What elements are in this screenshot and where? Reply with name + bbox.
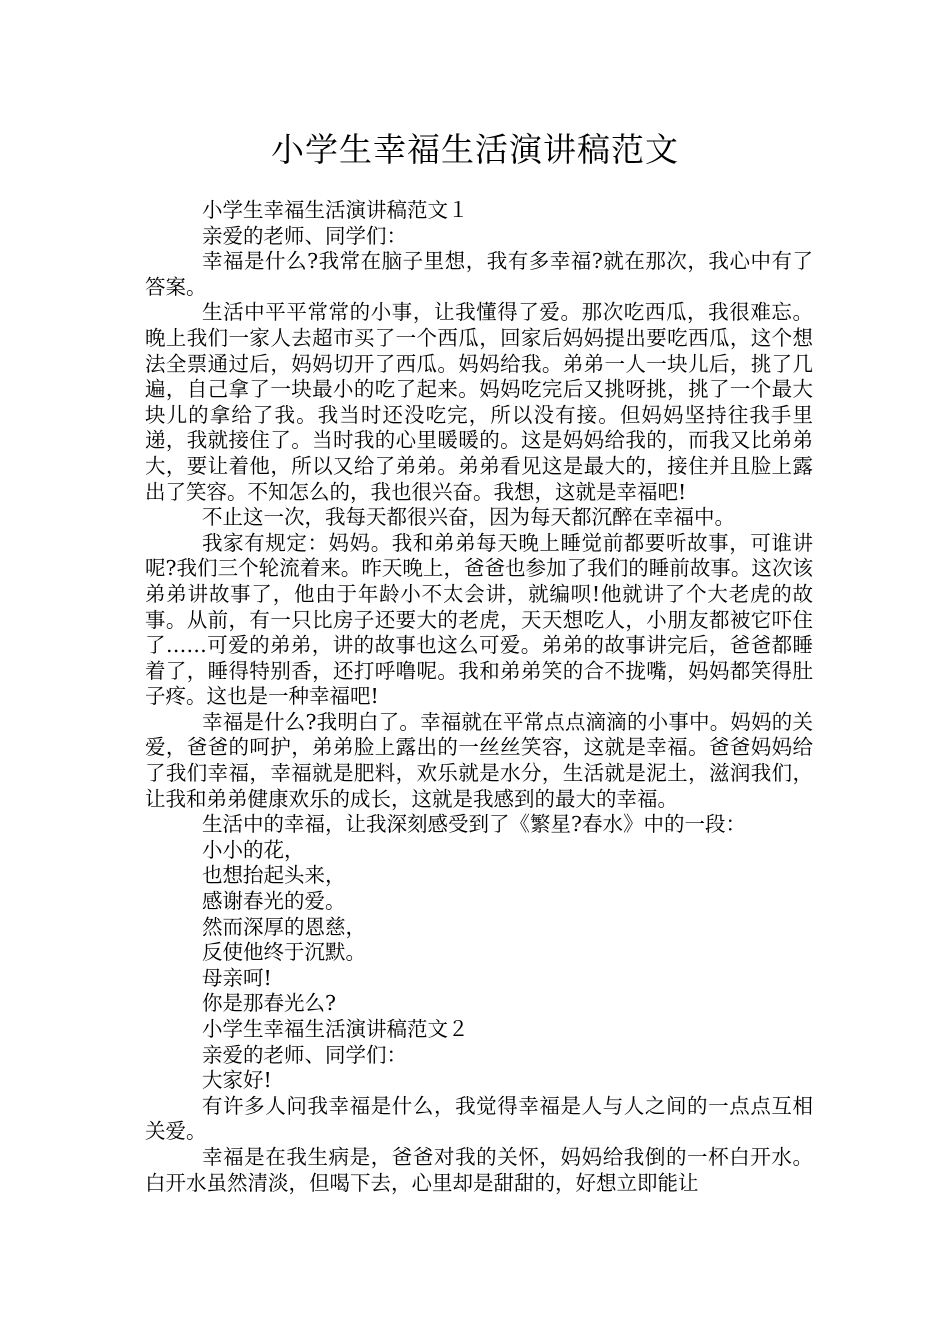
greeting: 大家好! [202,1068,272,1093]
poem-line: 你是那春光么? [202,991,336,1016]
paragraph: 幸福是在我生病是，爸爸对我的关怀，妈妈给我倒的一杯白开水。白开水虽然清淡，但喝下去，心里却是甜甜的，好想立即能让 [145,1144,813,1195]
paragraph: 不止这一次，我每天都很兴奋，因为每天都沉醉在幸福中。 [202,505,735,530]
paragraph: 有许多人问我幸福是什么，我觉得幸福是人与人之间的一点点互相关爱。 [145,1093,813,1144]
salutation: 亲爱的老师、同学们： [202,223,407,248]
poem-line: 也想抬起头来， [202,863,346,888]
poem-line: 母亲呵! [202,965,272,990]
document-body [145,198,813,1196]
paragraph: 幸福是什么?我常在脑子里想，我有多幸福?就在那次，我心中有了答案。 [145,249,813,299]
paragraph: 生活中平平常常的小事，让我懂得了爱。那次吃西瓜，我很难忘。晚上我们一家人去超市买了一个西瓜，回家后妈妈提出要吃西瓜，这个想法全票通过后，妈妈切开了西瓜。妈妈给我。弟弟一人一块儿后，挑了几遍，自己拿了一块最小的吃了起来。妈妈吃完后又挑呀挑，挑了一个最大块儿的拿给了我。我当时还没吃完，所以没有接。但妈妈坚持往我手里递，我就接住了。当时我的心里暖暖的。这是妈妈给我的，而我又比弟弟大，要让着他，所以又给了弟弟。弟弟看见这是最大的，接住并且脸上露出了笑容。不知怎么的，我也很兴奋。我想，这就是幸福吧! [145,300,813,504]
salutation: 亲爱的老师、同学们： [202,1042,407,1067]
section-heading-1: 小学生幸福生活演讲稿范文１ [202,198,469,222]
document-title: 小学生幸福生活演讲稿范文 [271,130,679,169]
poem-line: 然而深厚的恩慈， [202,914,366,939]
paragraph: 幸福是什么?我明白了。幸福就在平常点点滴滴的小事中。妈妈的关爱，爸爸的呵护，弟弟脸上露出的一丝丝笑容，这就是幸福。爸爸妈妈给了我们幸福，幸福就是肥料，欢乐就是水分，生活就是泥土，滋润我们，让我和弟弟健康欢乐的成长，这就是我感到的最大的幸福。 [145,709,813,811]
poem-line: 感谢春光的爱。 [202,889,346,914]
paragraph: 生活中的幸福，让我深刻感受到了《繁星?春水》中的一段： [202,812,746,837]
section-heading-2: 小学生幸福生活演讲稿范文２ [202,1017,469,1041]
poem-line: 反使他终于沉默。 [202,940,366,965]
poem-line: 小小的花， [202,837,305,862]
paragraph: 我家有规定：妈妈。我和弟弟每天晚上睡觉前都要听故事，可谁讲呢?我们三个轮流着来。昨天晚上，爸爸也参加了我们的睡前故事。这次该弟弟讲故事了，他由于年龄小不太会讲，就编呗!他就讲了个大老虎的故事。从前，有一只比房子还要大的老虎，天天想吃人，小朋友都被它吓住了……可爱的弟弟，讲的故事也这么可爱。弟弟的故事讲完后，爸爸都睡着了，睡得特别香，还打呼噜呢。我和弟弟笑的合不拢嘴，妈妈都笑得肚子疼。这也是一种幸福吧! [145,530,813,709]
